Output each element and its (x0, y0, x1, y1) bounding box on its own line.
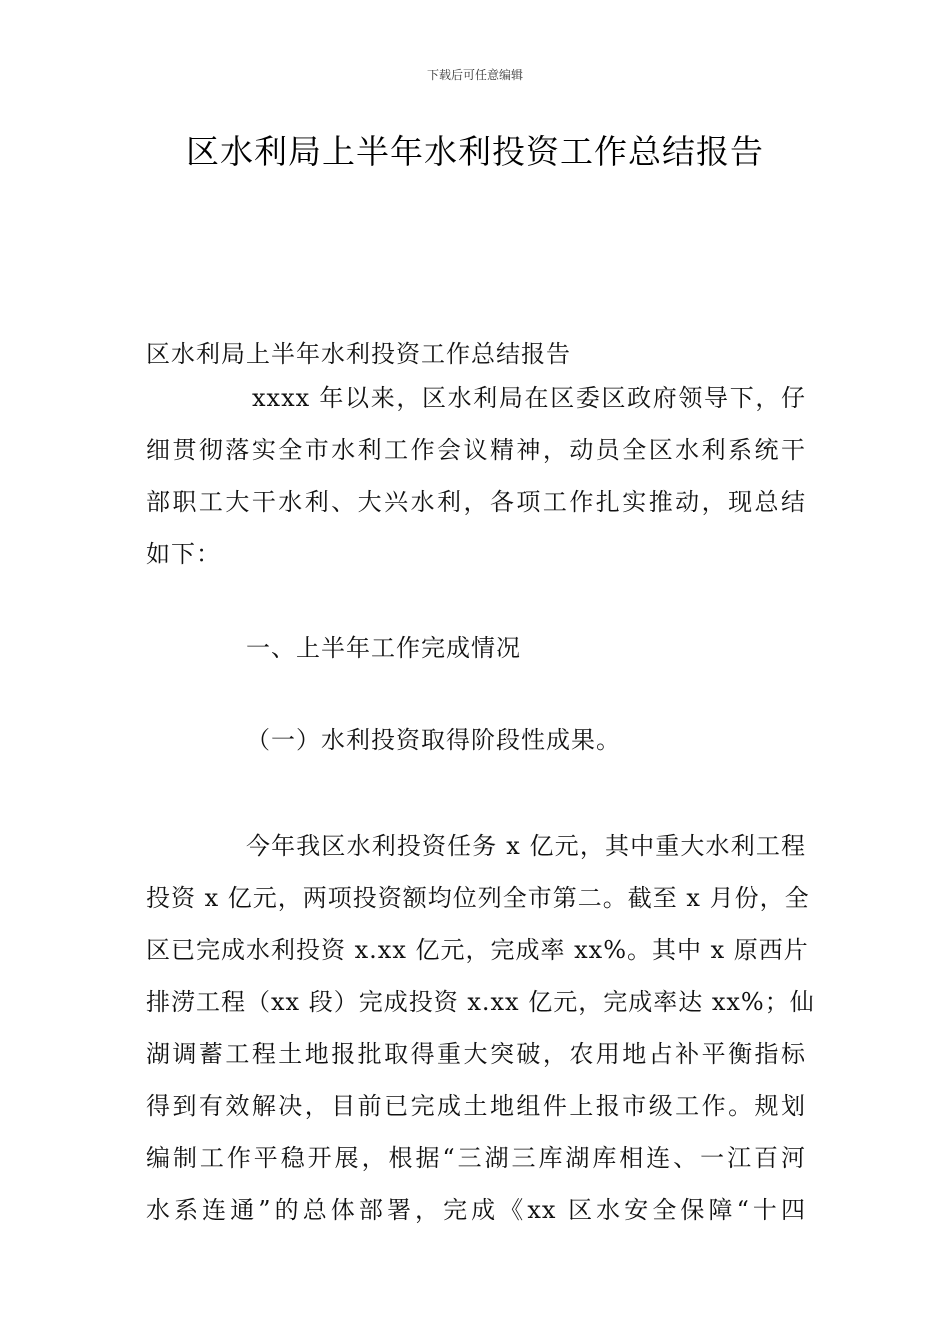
header-note: 下载后可任意编辑 (426, 68, 523, 82)
intro-paragraph (146, 372, 806, 580)
paragraph-line: 排涝工程（xx 段）完成投资 x.xx 亿元，完成率达 xx%；仙 (146, 988, 815, 1016)
intro-line: 细贯彻落实全市水利工作会议精神，动员全区水利系统干 (146, 436, 806, 464)
section-heading-text: 一、上半年工作完成情况 (246, 634, 521, 662)
intro-line: xxxx 年以来，区水利局在区委区政府领导下，仔 (252, 384, 806, 412)
paragraph-line: 今年我区水利投资任务 x 亿元，其中重大水利工程 (246, 832, 806, 860)
paragraph-line: 区已完成水利投资 x.xx 亿元，完成率 xx%。其中 x 原西片 (146, 936, 809, 964)
subsection-heading (246, 714, 906, 766)
subsection-heading-text: （一）水利投资取得阶段性成果。 (246, 726, 621, 754)
paragraph-line: 湖调蓄工程土地报批取得重大突破，农用地占补平衡指标 (146, 1040, 806, 1068)
paragraph-line: 编制工作平稳开展，根据“三湖三库湖库相连、一江百河 (146, 1144, 806, 1172)
document-title: 区水利局上半年水利投资工作总结报告 (186, 132, 764, 171)
body-paragraph (146, 820, 815, 1236)
section-heading (246, 622, 906, 674)
subtitle-line: 区水利局上半年水利投资工作总结报告 (146, 340, 571, 368)
paragraph-line: 得到有效解决，目前已完成土地组件上报市级工作。规划 (146, 1092, 806, 1120)
intro-line: 如下： (146, 540, 221, 568)
intro-line: 部职工大干水利、大兴水利，各项工作扎实推动，现总结 (146, 488, 806, 516)
paragraph-line: 水系连通”的总体部署，完成《xx 区水安全保障“十四 (146, 1196, 806, 1224)
paragraph-line: 投资 x 亿元，两项投资额均位列全市第二。截至 x 月份，全 (146, 884, 810, 912)
